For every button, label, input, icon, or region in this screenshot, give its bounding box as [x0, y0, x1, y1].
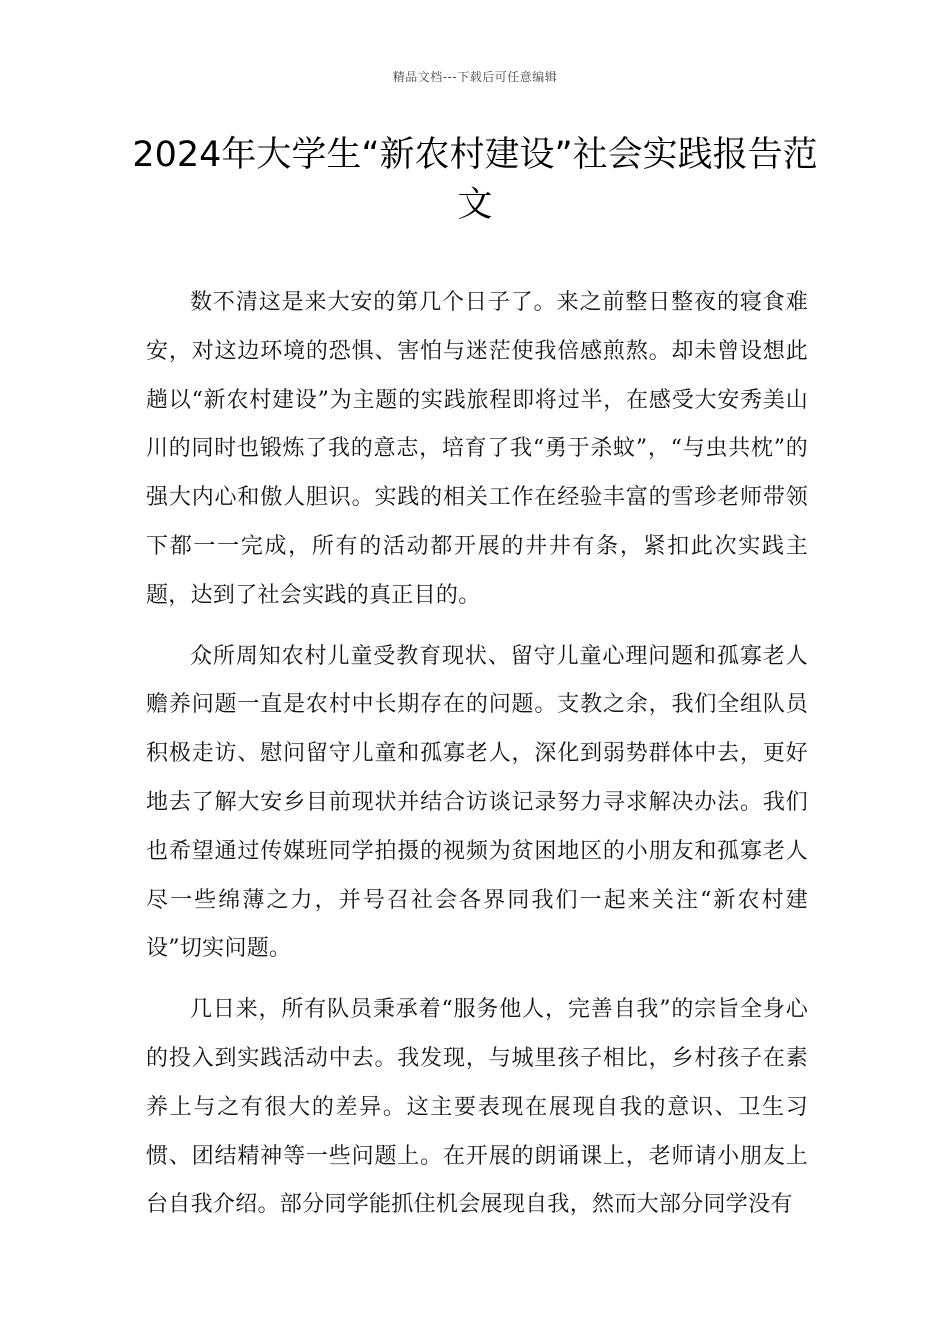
header-note: 精品文档---下载后可任意编辑 — [392, 70, 558, 84]
paragraph: 众所周知农村儿童受教育现状、留守儿童心理问题和孤寡老人赡养问题一直是农村中长期存在的问题。支教之余，我们全组队员积极走访、慰问留守儿童和孤寡老人，深化到弱势群体中去，更好地去了解大安乡目前现状并结合访谈记录努力寻求解决办法。我们也希望通过传媒班同学拍摄的视频为贫困地区的小朋友和孤寡老人尽一些绵薄之力，并号召社会各界同我们一起来关注“新农村建设”切实问题。 — [146, 643, 808, 962]
paragraph: 数不清这是来大安的第几个日子了。来之前整日整夜的寝食难安，对这边环境的恐惧、害怕与迷茫使我倍感煎熬。却未曾设想此趟以“新农村建设”为主题的实践旅程即将过半，在感受大安秀美山川的同时也锻炼了我的意志，培育了我“勇于杀蚊”，“与虫共枕”的强大内心和傲人胆识。实践的相关工作在经验丰富的雪珍老师带领下都一一完成，所有的活动都开展的井井有条，紧扣此次实践主题，达到了社会实践的真正目的。 — [146, 290, 808, 608]
document-body — [146, 279, 808, 1242]
document-title: 2024年大学生“新农村建设”社会实践报告范文 — [132, 135, 818, 225]
paragraph: 几日来，所有队员秉承着“服务他人，完善自我”的宗旨全身心的投入到实践活动中去。我发现，与城里孩子相比，乡村孩子在素养上与之有很大的差异。这主要表现在展现自我的意识、卫生习惯、团结精神等一些问题上。在开展的朗诵课上，老师请小朋友上台自我介绍。部分同学能抓住机会展现自我，然而大部分同学没有 — [146, 997, 808, 1218]
